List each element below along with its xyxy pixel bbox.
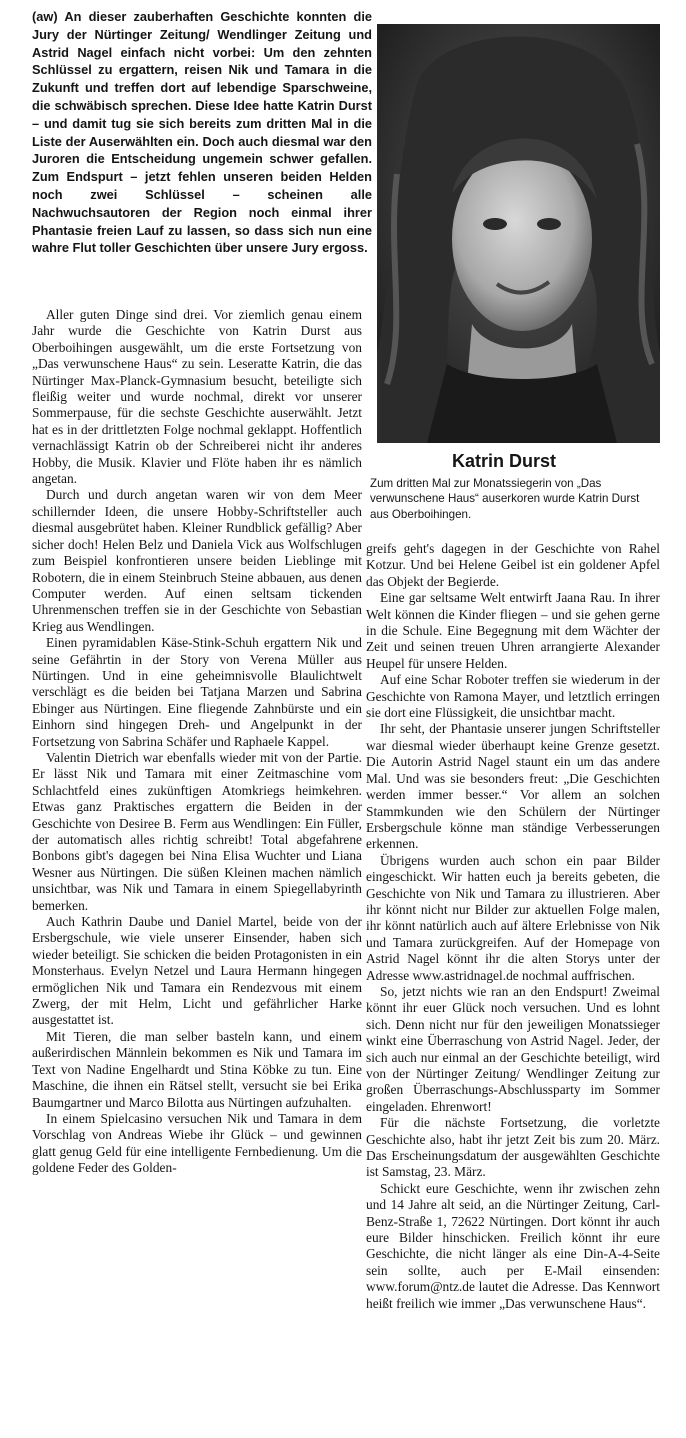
paragraph: Ihr seht, der Phantasie unserer jungen Schriftsteller war diesmal wieder überhaupt keine Grenze gesetzt. Die Autorin Astrid Nagel staunt ein um das andere Mal. Und was sie besonders freut: „Die Geschichten werden immer besser.“ Vor allem an solchen Stammkunden wie den Schülern der Nürtinger Ersbergschule könne man ständige Verbesserungen erkennen. xyxy=(366,721,660,852)
paragraph: Aller guten Dinge sind drei. Vor ziemlich genau einem Jahr wurde die Geschichte von Katrin Durst aus Oberboihingen ausgewählt, um die erste Fortsetzung von „Das verwunschene Haus“ zu sein. Leseratte Katrin, die das Nürtinger Max-Planck-Gymnasium besucht, beteiligte sich fleißig weiter und wurde nochmal, direkt vor unserer Sommerpause, für die sechste Geschichte auserwählt. Jetzt hat es in der drittletzten Folge nochmal geklappt. Hoffentlich vernachlässigt Katrin ob der Schreiberei nicht ihr anderes Hobby, die Musik. Klavier und Flöte haben ihr es nämlich angetan. xyxy=(32,307,362,487)
paragraph: Auch Kathrin Daube und Daniel Martel, beide von der Ersbergschule, wie viele unserer Einsender, haben sich wieder beteiligt. Sie schicken die beiden Protagonisten in ein Monsterhaus. Evelyn Netzel und Laura Hermann hingegen ermöglichen Nik und Tamara ein Rendezvous mit einem Zwerg, der mit Helm, Licht und gefährlicher Harke ausgestattet ist. xyxy=(32,914,362,1028)
article-column-left xyxy=(32,307,362,1177)
paragraph: Durch und durch angetan waren wir von dem Meer schillernder Ideen, die unsere Hobby-Schriftsteller auch diesmal ausgebrütet haben. Kleiner Rundblick gefällig? Aber sicher doch! Helen Belz und Daniela Vick aus Wolfschlugen zum Beispiel konfrontieren unsere beiden Lieblinge mit Robotern, die in einem Steinbruch Steine abbauen, aus denen Computer werden. Auf einen seltsam tickenden Uhrenmenschen treffen sie in der Geschichte von Sebastian Krieg aus Wendlingen. xyxy=(32,487,362,634)
paragraph: Valentin Dietrich war ebenfalls wieder mit von der Partie. Er lässt Nik und Tamara mit einer Zeitmaschine vom Schlachtfeld eines zukünftigen Atomkriegs heimkehren. Etwas ganz Praktisches ergattern die Beiden in der Geschichte von Desiree B. Ferm aus Wendlingen: Ein Füller, der automatisch alles richtig schreibt! Total abgefahrene Bonbons gibt's dagegen bei Nina Elisa Wuchter und Liana Wesner aus Nürtingen. Die süßen Kleinen machen nämlich unsichtbar, was Nik und Tamara in einem Spiegellabyrinth bemerken. xyxy=(32,749,362,913)
caption-text: Zum dritten Mal zur Monatssiegerin von „Das verwunschene Haus“ auserkoren wurde Katrin Durst aus Oberboihingen. xyxy=(370,477,640,521)
paragraph: In einem Spielcasino versuchen Nik und Tamara in dem Vorschlag von Andreas Wiebe ihr Glück – und gewinnen glatt genug Geld für eine intelligente Fernbedienung. Um die goldene Feder des Golden- xyxy=(32,1110,362,1176)
paragraph: greifs geht's dagegen in der Geschichte von Rahel Kotzur. Und bei Helene Geibel ist ein goldener Apfel das Objekt der Begierde. xyxy=(366,541,660,589)
paragraph: Eine gar seltsame Welt entwirft Jaana Rau. In ihrer Welt können die Kinder fliegen – und sie gehen gerne in die Schule. Eine Begegnung mit dem Wächter der Zeit und seinen treuen Uhren arrangierte Alexander Heupel für unsere Helden. xyxy=(366,590,660,671)
paragraph: Schickt eure Geschichte, wenn ihr zwischen zehn und 14 Jahre alt seid, an die Nürtinger Zeitung, Carl-Benz-Straße 1, 72622 Nürtingen. Dort könnt ihr auch eure Bilder hinschicken. Freilich könnt ihr eure Geschichte, die nicht länger als eine Din-A-4-Seite sein sollte, auch per E-Mail einsenden: www.forum@ntz.de lautet die Adresse. Das Kennwort heißt freilich wie immer „Das verwunschene Haus“. xyxy=(366,1180,660,1311)
lead-paragraph: (aw) An dieser zauberhaften Geschichte konnten die Jury der Nürtinger Zeitung/ Wendlinger Zeitung und Astrid Nagel einfach nicht vorbei: Um den zehnten Schlüssel zu ergattern, reisen Nik und Tamara in die Zukunft und treffen dort auf lebendige Sparschweine, die schwäbisch sprechen. Diese Idee hatte Katrin Durst – und damit tug sie sich bereits zum dritten Mal in die Liste der Auserwählten ein. Doch auch diesmal war den Juroren die Entscheidung ungemein schwer gefallen. Zum Endspurt – jetzt fehlen unseren beiden Helden noch zwei Schlüssel – scheinen alle Nachwuchsautoren der Region noch einmal ihrer Phantasie freien Lauf zu lassen, so dass sich nun eine wahre Flut toller Geschichten über unsere Jury ergoss. xyxy=(32,9,372,256)
caption-name: Katrin Durst xyxy=(452,451,557,471)
paragraph: So, jetzt nichts wie ran an den Endspurt! Zweimal könnt ihr euer Glück noch versuchen. Und es lohnt sich. Denn nicht nur für den jeweiligen Monatssieger winkt eine Überraschung von Astrid Nagel. Jeder, der sich auch nur einmal an der Geschichte beteiligt, wird von der Nürtinger Zeitung/ Wendlinger Zeitung zur großen Überraschungs-Abschlussparty im Sommer eingeladen. Ehrenwort! xyxy=(366,983,660,1114)
paragraph: Auf eine Schar Roboter treffen sie wiederum in der Geschichte von Ramona Mayer, und letztlich erringen sie dort eine Flüssigkeit, die unsichtbar macht. xyxy=(366,672,660,721)
paragraph: Für die nächste Fortsetzung, die vorletzte Geschichte also, habt ihr jetzt Zeit bis zum 20. März. Das Erscheinungsdatum der ausgewählten Geschichte ist Samstag, 23. März. xyxy=(366,1115,660,1180)
paragraph: Mit Tieren, die man selber basteln kann, und einem außerirdischen Männlein bekommen es Nik und Tamara im Text von Nadine Engelhardt und Stina Köbke zu tun. Eine Maschine, die ihnen ein Rätsel stellt, versucht sie bei Erika Baumgartner und Marco Bilotta aus Nürtingen aufzuhalten. xyxy=(32,1028,362,1110)
paragraph: Übrigens wurden auch schon ein paar Bilder eingeschickt. Wir hatten euch ja bereits gebeten, die Geschichte von Nik und Tamara zu illustrieren. Aber ihr könnt nicht nur Bilder zur aktuellen Folge malen, ihr könnt natürlich auch auf ältere Erlebnisse von Nik und Tamara zurückgreifen. Auf der Homepage von Astrid Nagel könnt ihr die alten Storys unter der Adresse www.astridnagel.de nochmal auffrischen. xyxy=(366,852,660,983)
paragraph: Einen pyramidablen Käse-Stink-Schuh ergattern Nik und seine Gefährtin in der Story von Verena Müller aus Nürtingen. Und in eine geheimnisvolle Blaulichtwelt verschlägt es die beiden bei Tatjana Marzen und Sabrina Ebinger aus Nürtingen. Eine fliegende Zahnbürste und ein Einhorn sind hingegen Dreh- und Angelpunkt in der Fortsetzung von Sabrina Schäfer und Raphaele Kappel. xyxy=(32,635,362,749)
portrait-photo xyxy=(377,24,660,443)
article-column-right xyxy=(366,541,660,1312)
